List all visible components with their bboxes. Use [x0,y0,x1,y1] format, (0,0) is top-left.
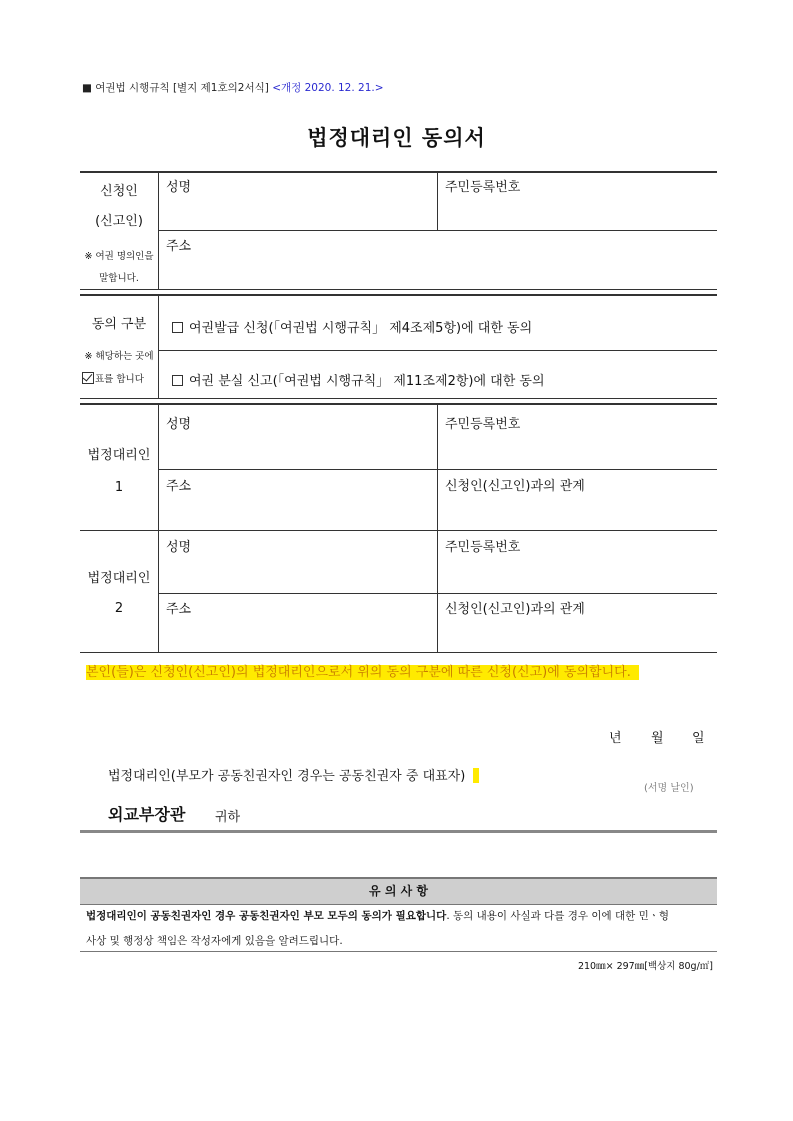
bullet-icon: ■ [82,82,92,94]
consent-type-note-2: 표를 합니다 [82,371,144,385]
rep2-number: 2 [114,601,124,616]
divider [158,296,159,399]
rep1-address-field[interactable] [160,492,435,528]
rep2-name-label: 성명 [166,540,192,555]
divider [437,405,438,653]
rep1-name-field[interactable] [160,430,435,467]
checkbox-icon[interactable] [172,322,183,333]
date-day-label: 일 [692,731,705,746]
amendment-date: <개정 2020. 12. 21.> [272,82,384,94]
applicant-address-label: 주소 [166,239,192,254]
date-year-field[interactable] [560,722,606,744]
divider [437,171,438,230]
divider [80,951,717,952]
divider [80,652,717,653]
text-cursor-marker [631,665,639,680]
applicant-label-sub: (신고인) [95,214,143,229]
addressee: 외교부장관 [108,805,186,824]
divider [80,403,717,405]
rep2-relation-label: 신청인(신고인)과의 관계 [445,602,585,617]
rep2-rrn-field[interactable] [439,553,715,591]
divider [80,171,717,173]
divider [158,469,717,470]
form-ref-text: 여권법 시행규칙 [별지 제1호의2서식] [95,82,269,94]
divider [158,230,717,231]
applicant-address-field[interactable] [160,252,715,287]
date-day-field[interactable] [664,722,690,744]
notice-title: 유 의 사 항 [369,884,428,898]
signer-name-field[interactable] [520,760,640,784]
rep1-rrn-field[interactable] [439,430,715,467]
consent-type-note: ※ 해당하는 곳에 [84,351,154,362]
rep1-relation-label: 신청인(신고인)과의 관계 [445,479,585,494]
consent-option-loss[interactable]: 여권 분실 신고(「여권법 시행규칙」 제11조제2항)에 대한 동의 [172,370,545,389]
notice-header [80,877,717,905]
divider [158,350,717,351]
consent-type-label: 동의 구분 [91,317,147,332]
honorific: 귀하 [215,810,241,825]
applicant-note: ※ 여권 명의인을 [84,251,154,262]
text-cursor-marker [473,768,479,783]
date-month-label: 월 [651,731,664,746]
rep2-address-field[interactable] [160,615,435,650]
rep1-address-label: 주소 [166,479,192,494]
date-year-label: 년 [609,731,622,746]
divider [158,405,159,653]
checkbox-icon[interactable] [172,375,183,386]
notice-text-line1: 법정대리인이 공동친권자인 경우 공동친권자인 부모 모두의 동의가 필요합니다. 동의 내용이 사실과 다를 경우 이에 대한 민ㆍ형 [86,910,670,922]
form-reference [82,80,384,95]
rep1-label: 법정대리인 [87,448,151,463]
applicant-note-2: 말합니다. [99,273,139,284]
rep2-name-field[interactable] [160,553,435,591]
signature-note: (서명 날인) [644,783,694,794]
rep1-relation-field[interactable] [439,492,715,528]
rep2-rrn-label: 주민등록번호 [445,540,521,555]
page-title: 법정대리인 동의서 [307,126,486,150]
divider [80,830,717,833]
divider [80,530,717,531]
divider [80,294,717,296]
divider [158,593,717,594]
date-month-field[interactable] [620,722,650,744]
rep1-number: 1 [114,480,124,495]
divider [80,398,717,399]
applicant-rrn-label: 주민등록번호 [445,180,521,195]
rep1-name-label: 성명 [166,417,192,432]
paper-spec: 210㎜× 297㎜[백상지 80g/㎡] [577,961,713,972]
rep1-rrn-label: 주민등록번호 [445,417,521,432]
divider [80,289,717,290]
rep2-relation-field[interactable] [439,615,715,650]
applicant-label: 신청인 [100,184,138,199]
consent-option-issue[interactable]: 여권발급 신청(「여권법 시행규칙」 제4조제5항)에 대한 동의 [172,317,532,336]
rep2-label: 법정대리인 [87,571,151,586]
consent-statement: 본인(들)은 신청인(신고인)의 법정대리인으로서 위의 동의 구분에 따른 신청(신고)에 동의합니다. [86,661,639,680]
checkbox-checked-icon [82,372,94,384]
applicant-rrn-field[interactable] [439,192,715,228]
applicant-name-field[interactable] [160,192,435,228]
signer-label: 법정대리인(부모가 공동친권자인 경우는 공동친권자 중 대표자) [108,765,479,784]
rep2-address-label: 주소 [166,602,192,617]
applicant-name-label: 성명 [166,180,192,195]
notice-text-line2: 사상 및 행정상 책임은 작성자에게 있음을 알려드립니다. [86,935,343,947]
